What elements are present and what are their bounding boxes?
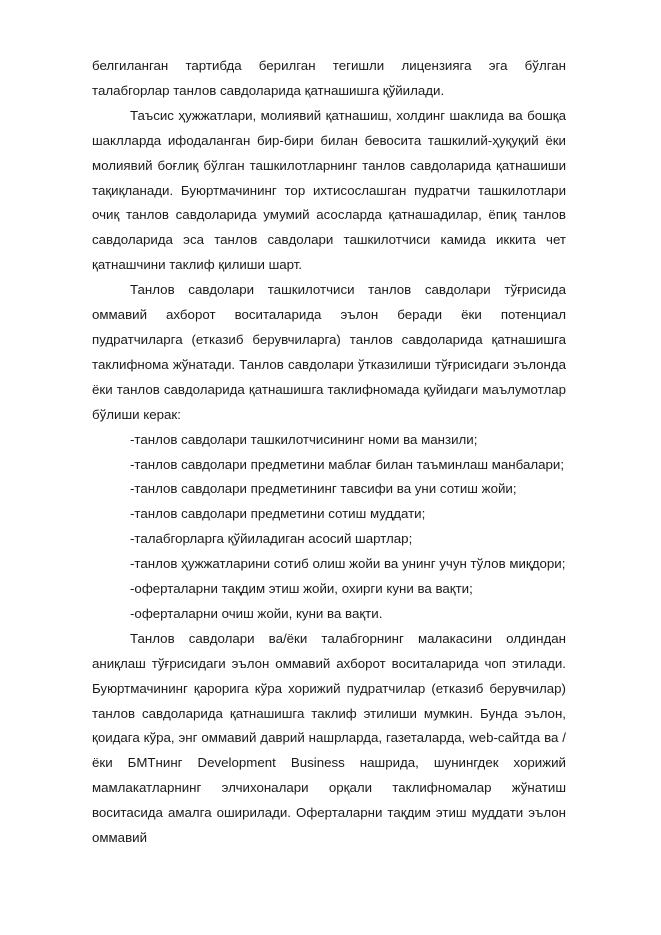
list-item: -танлов ҳужжатларини сотиб олиш жойи ва унинг учун тўлов миқдори; bbox=[130, 556, 566, 572]
body-text bbox=[92, 54, 566, 851]
list-item: -танлов савдолари предметини маблағ билан таъминлаш манбалари; bbox=[130, 456, 565, 472]
paragraph-continuation: белгиланган тартибда берилган тегишли лицензияга эга бўлган талабгорлар танлов савдоларида қатнашишга қўйилади. bbox=[92, 58, 566, 98]
paragraph-publication: Танлов савдолари ва/ёки талабгорнинг малакасини олдиндан аниқлаш тўғрисидаги эълон оммавий ахборот воситаларида чоп этилади. Буюртмачининг қарорига кўра хорижий пудратчилар (етказиб берувчилар) танлов савдоларида қатнашишга таклиф этилиши мумкин. Бунда эълон, қоидага кўра, энг оммавий даврий нашрларда, газеталарда, web-сайтда ва /ёки БМТнинг Development Business нашрида, шунингдек хорижий мамлакатларнинг элчихоналари орқали таклифномалар жўнатиш воситасида амалга оширилади. Оферталарни тақдим этиш муддати эълон оммавий bbox=[92, 630, 566, 846]
list-item: -танлов савдолари предметининг тавсифи ва уни сотиш жойи; bbox=[130, 481, 517, 497]
paragraph-announcement: Танлов савдолари ташкилотчиси танлов савдолари тўғрисида оммавий ахборот воситаларида эълон беради ёки потенциал пудратчиларга (етказиб берувчиларга) танлов савдоларида қатнашишга таклифнома жўнатади. Танлов савдолари ўтказилиши тўғрисидаги эълонда ёки танлов савдоларида қатнашишга таклифномада қуйидаги маълумотлар бўлиши керак: bbox=[92, 282, 566, 422]
list-item: -танлов савдолари предметини сотиш муддати; bbox=[130, 506, 426, 522]
list-item: -оферталарни тақдим этиш жойи, охирги куни ва вақти; bbox=[130, 581, 473, 597]
list-item: -талабгорларга қўйиладиган асосий шартлар; bbox=[130, 531, 413, 547]
list-item: -танлов савдолари ташкилотчисининг номи ва манзили; bbox=[130, 431, 478, 447]
paragraph-ownership-restriction: Таъсис ҳужжатлари, молиявий қатнашиш, холдинг шаклида ва бошқа шаклларда ифодаланган бир-бири билан бевосита ташкилий-ҳуқуқий ёки молиявий боғлиқ бўлган ташкилотларнинг танлов савдоларида қатнашиши тақиқланади. Буюртмачининг тор ихтисослашган пудратчи ташкилотлари очиқ танлов савдоларида умумий асосларда қатнашадилар, ёпиқ танлов савдоларида эса танлов савдолари ташкилотчиси камида иккита чет қатнашчини таклиф қилиши шарт. bbox=[92, 107, 566, 273]
list-item: -оферталарни очиш жойи, куни ва вақти. bbox=[130, 605, 383, 621]
